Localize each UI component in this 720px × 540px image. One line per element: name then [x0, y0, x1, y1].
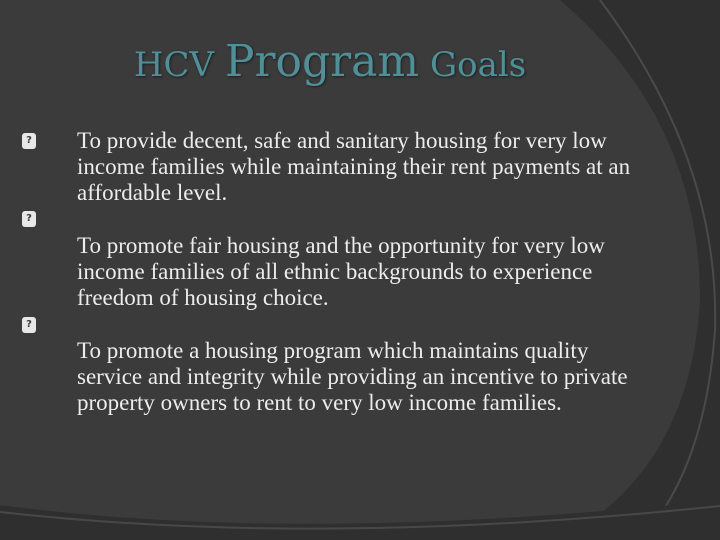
bullet-text: To promote a housing program which maintains quality service and integrity while providing an incentive to private property owners to rent to very low income families. — [77, 338, 628, 415]
bullet-item — [22, 317, 632, 416]
bullet-placeholder-icon: ? — [22, 133, 36, 149]
bullet-item — [22, 212, 632, 311]
bullet-list — [22, 128, 632, 416]
title-suffix: Goals — [419, 45, 527, 85]
bullet-placeholder-icon: ? — [22, 317, 36, 333]
slide-title — [0, 38, 660, 86]
bullet-text: To promote fair housing and the opportunity for very low income families of all ethnic backgrounds to experience freedom of housing choice. — [77, 233, 605, 310]
bullet-text: To provide decent, safe and sanitary housing for very low income families while maintaining their rent payments at an affordable level. — [77, 128, 631, 205]
title-prefix: HCV — [133, 45, 225, 85]
bullet-placeholder-icon: ? — [22, 211, 36, 227]
title-main: Program — [224, 36, 420, 87]
bullet-item — [22, 128, 632, 206]
